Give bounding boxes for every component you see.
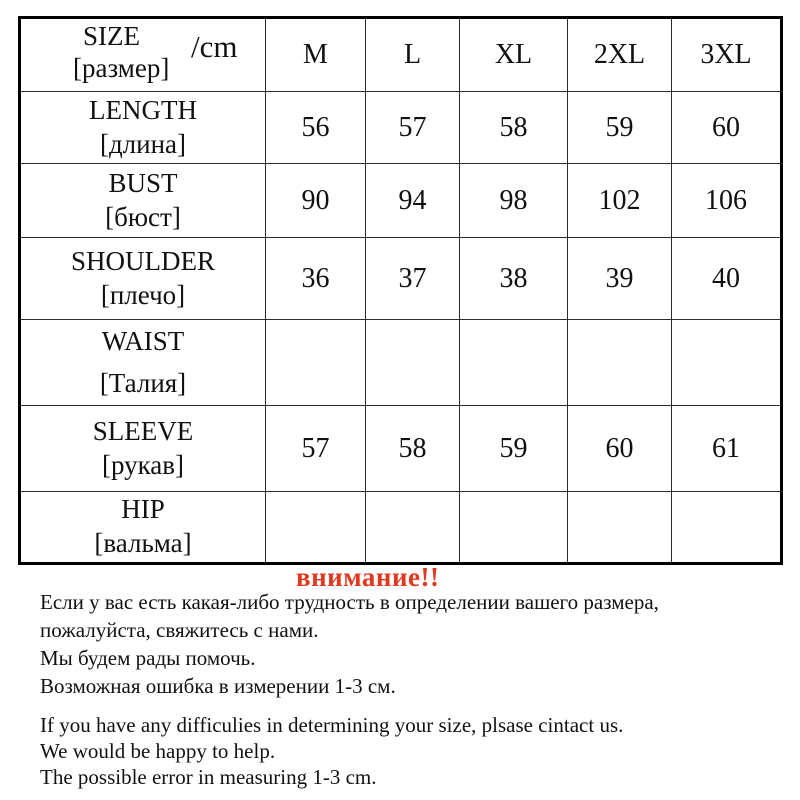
table-row — [20, 492, 782, 564]
size-column-header: 3XL — [672, 18, 782, 92]
size-chart-table — [18, 16, 783, 565]
notice-line: If you have any difficulies in determining your size, plsase cintact us. — [40, 713, 624, 737]
size-column-header: 2XL — [568, 18, 672, 92]
table-row — [20, 320, 782, 406]
notice-line: Если у вас есть какая-либо трудность в определении вашего размера, — [40, 590, 659, 614]
size-header-cell — [20, 18, 266, 92]
table-cell — [366, 492, 460, 564]
table-cell: 38 — [460, 238, 568, 320]
table-cell: 36 — [266, 238, 366, 320]
table-cell — [568, 492, 672, 564]
notice-line: Возможная ошибка в измерении 1-3 см. — [40, 674, 396, 698]
size-column-header: L — [366, 18, 460, 92]
table-cell — [266, 492, 366, 564]
row-label-waist — [20, 320, 266, 406]
table-cell: 59 — [460, 406, 568, 492]
row-label-en: WAIST — [101, 325, 185, 356]
header-row — [20, 18, 782, 92]
table-cell: 59 — [568, 92, 672, 164]
table-cell: 60 — [568, 406, 672, 492]
row-label-ru: [рукав] — [101, 449, 185, 480]
row-label-en: SHOULDER — [70, 245, 215, 276]
unit-label: /cm — [191, 29, 238, 64]
row-label-sleeve — [20, 406, 266, 492]
notice-line: The possible error in measuring 1-3 cm. — [40, 765, 377, 789]
table-row — [20, 92, 782, 164]
row-label-ru: [длина] — [99, 128, 187, 159]
size-label-ru: [размер] — [73, 53, 170, 83]
table-cell — [366, 320, 460, 406]
table-cell: 58 — [366, 406, 460, 492]
table-cell: 102 — [568, 164, 672, 238]
notice-line: пожалуйста, свяжитесь с нами. — [40, 618, 319, 642]
row-label-en: LENGTH — [89, 94, 197, 125]
table-cell — [460, 320, 568, 406]
table-cell: 98 — [460, 164, 568, 238]
table-cell — [460, 492, 568, 564]
table-cell: 60 — [672, 92, 782, 164]
table-cell — [266, 320, 366, 406]
size-column-header: M — [266, 18, 366, 92]
table-cell: 57 — [266, 406, 366, 492]
row-label-ru: [вальма] — [94, 528, 192, 558]
table-cell: 57 — [366, 92, 460, 164]
row-label-ru: [плечо] — [100, 279, 186, 310]
size-column-header: XL — [460, 18, 568, 92]
row-label-bust — [20, 164, 266, 238]
table-cell — [672, 492, 782, 564]
table-cell: 61 — [672, 406, 782, 492]
row-label-ru: [бюст] — [105, 201, 181, 232]
table-row — [20, 238, 782, 320]
notice-line: Мы будем рады помочь. — [40, 646, 256, 670]
size-label: SIZE — [83, 21, 140, 51]
row-label-en: HIP — [121, 494, 165, 525]
row-label-hip — [20, 492, 266, 564]
table-cell: 40 — [672, 238, 782, 320]
russian-notice — [40, 588, 659, 700]
table-cell: 58 — [460, 92, 568, 164]
row-label-length — [20, 92, 266, 164]
table-cell: 94 — [366, 164, 460, 238]
table-cell — [672, 320, 782, 406]
row-label-ru: [Талия] — [99, 367, 187, 398]
row-label-en: SLEEVE — [92, 415, 194, 446]
table-cell: 56 — [266, 92, 366, 164]
table-cell: 90 — [266, 164, 366, 238]
notice-line: We would be happy to help. — [40, 739, 276, 763]
attention-heading: внимание!! — [296, 562, 440, 592]
row-label-en: BUST — [108, 167, 178, 198]
table-cell: 106 — [672, 164, 782, 238]
row-label-shoulder — [20, 238, 266, 320]
table-cell: 39 — [568, 238, 672, 320]
english-notice — [40, 712, 623, 790]
table-row — [20, 164, 782, 238]
table-cell: 37 — [366, 238, 460, 320]
table-row — [20, 406, 782, 492]
table-cell — [568, 320, 672, 406]
